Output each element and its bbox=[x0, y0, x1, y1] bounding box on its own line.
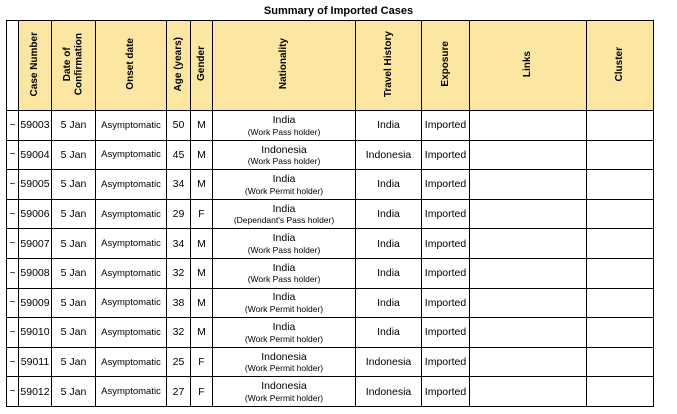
nationality-name: Indonesia bbox=[261, 380, 307, 393]
confirmation-date-cell: 5 Jan bbox=[52, 318, 96, 348]
exposure-cell: Imported bbox=[422, 258, 470, 288]
age-cell: 27 bbox=[167, 377, 191, 407]
case-number-cell: 59004 bbox=[19, 140, 52, 170]
header-blank bbox=[7, 21, 19, 111]
onset-date-cell: Asymptomatic bbox=[96, 111, 167, 141]
case-number-cell: 59007 bbox=[19, 229, 52, 259]
confirmation-date-cell: 5 Jan bbox=[52, 258, 96, 288]
age-cell: 50 bbox=[167, 111, 191, 141]
pass-type: (Work Pass holder) bbox=[247, 156, 321, 167]
gender-cell: M bbox=[191, 258, 213, 288]
gender-cell: F bbox=[191, 377, 213, 407]
onset-date-cell: Asymptomatic bbox=[96, 318, 167, 348]
row-marker: ~ bbox=[7, 111, 19, 141]
age-cell: 38 bbox=[167, 288, 191, 318]
exposure-cell: Imported bbox=[422, 140, 470, 170]
row-marker: ~ bbox=[7, 318, 19, 348]
confirmation-date-cell: 5 Jan bbox=[52, 377, 96, 407]
cluster-cell bbox=[587, 377, 654, 407]
confirmation-date-cell: 5 Jan bbox=[52, 229, 96, 259]
gender-cell: F bbox=[191, 199, 213, 229]
gender-cell: M bbox=[191, 170, 213, 200]
travel-history-cell: India bbox=[356, 318, 422, 348]
cluster-cell bbox=[587, 140, 654, 170]
row-marker: ~ bbox=[7, 258, 19, 288]
row-marker: ~ bbox=[7, 347, 19, 377]
table-row bbox=[7, 229, 654, 259]
nationality-name: India bbox=[272, 173, 296, 186]
header-travel-history: Travel History bbox=[356, 21, 422, 111]
nationality-cell bbox=[213, 347, 356, 377]
nationality-name: India bbox=[272, 291, 296, 304]
case-number-cell: 59012 bbox=[19, 377, 52, 407]
confirmation-date-cell: 5 Jan bbox=[52, 199, 96, 229]
pass-type: (Dependant's Pass holder) bbox=[233, 215, 335, 226]
case-number-cell: 59010 bbox=[19, 318, 52, 348]
row-marker: ~ bbox=[7, 229, 19, 259]
links-cell bbox=[470, 288, 587, 318]
table-body bbox=[7, 111, 654, 407]
onset-date-cell: Asymptomatic bbox=[96, 258, 167, 288]
gender-cell: M bbox=[191, 288, 213, 318]
header-onset-date: Onset date bbox=[96, 21, 167, 111]
confirmation-date-cell: 5 Jan bbox=[52, 170, 96, 200]
nationality-cell bbox=[213, 140, 356, 170]
age-cell: 34 bbox=[167, 170, 191, 200]
nationality-cell bbox=[213, 111, 356, 141]
gender-cell: M bbox=[191, 229, 213, 259]
confirmation-date-cell: 5 Jan bbox=[52, 111, 96, 141]
links-cell bbox=[470, 199, 587, 229]
cluster-cell bbox=[587, 170, 654, 200]
row-marker: ~ bbox=[7, 377, 19, 407]
gender-cell: F bbox=[191, 347, 213, 377]
row-marker: ~ bbox=[7, 199, 19, 229]
table-row bbox=[7, 347, 654, 377]
exposure-cell: Imported bbox=[422, 347, 470, 377]
pass-type: (Work Permit holder) bbox=[244, 333, 324, 344]
header-age: Age (years) bbox=[167, 21, 191, 111]
header-gender: Gender bbox=[191, 21, 213, 111]
age-cell: 32 bbox=[167, 318, 191, 348]
nationality-name: Indonesia bbox=[261, 143, 307, 156]
links-cell bbox=[470, 258, 587, 288]
table-row bbox=[7, 199, 654, 229]
onset-date-cell: Asymptomatic bbox=[96, 140, 167, 170]
exposure-cell: Imported bbox=[422, 288, 470, 318]
table-row bbox=[7, 111, 654, 141]
nationality-cell bbox=[213, 318, 356, 348]
header-cluster: Cluster bbox=[587, 21, 654, 111]
travel-history-cell: Indonesia bbox=[356, 347, 422, 377]
row-marker: ~ bbox=[7, 288, 19, 318]
cluster-cell bbox=[587, 347, 654, 377]
confirmation-date-cell: 5 Jan bbox=[52, 140, 96, 170]
nationality-name: Indonesia bbox=[261, 350, 307, 363]
table-row bbox=[7, 288, 654, 318]
links-cell bbox=[470, 377, 587, 407]
onset-date-cell: Asymptomatic bbox=[96, 170, 167, 200]
nationality-cell bbox=[213, 377, 356, 407]
gender-cell: M bbox=[191, 111, 213, 141]
header-exposure: Exposure bbox=[422, 21, 470, 111]
case-number-cell: 59008 bbox=[19, 258, 52, 288]
links-cell bbox=[470, 229, 587, 259]
case-number-cell: 59011 bbox=[19, 347, 52, 377]
nationality-name: India bbox=[272, 261, 296, 274]
pass-type: (Work Permit holder) bbox=[244, 304, 324, 315]
pass-type: (Work Pass holder) bbox=[247, 244, 321, 255]
onset-date-cell: Asymptomatic bbox=[96, 229, 167, 259]
pass-type: (Work Pass holder) bbox=[247, 126, 321, 137]
onset-date-cell: Asymptomatic bbox=[96, 199, 167, 229]
cluster-cell bbox=[587, 288, 654, 318]
travel-history-cell: Indonesia bbox=[356, 140, 422, 170]
links-cell bbox=[470, 111, 587, 141]
nationality-name: India bbox=[272, 202, 296, 215]
travel-history-cell: India bbox=[356, 170, 422, 200]
travel-history-cell: India bbox=[356, 199, 422, 229]
gender-cell: M bbox=[191, 318, 213, 348]
table-row bbox=[7, 377, 654, 407]
nationality-cell bbox=[213, 170, 356, 200]
cluster-cell bbox=[587, 258, 654, 288]
header-case-number: Case Number bbox=[19, 21, 52, 111]
travel-history-cell: Indonesia bbox=[356, 377, 422, 407]
exposure-cell: Imported bbox=[422, 377, 470, 407]
gender-cell: M bbox=[191, 140, 213, 170]
travel-history-cell: India bbox=[356, 258, 422, 288]
cluster-cell bbox=[587, 318, 654, 348]
case-number-cell: 59006 bbox=[19, 199, 52, 229]
cluster-cell bbox=[587, 229, 654, 259]
links-cell bbox=[470, 140, 587, 170]
links-cell bbox=[470, 347, 587, 377]
age-cell: 34 bbox=[167, 229, 191, 259]
travel-history-cell: India bbox=[356, 229, 422, 259]
onset-date-cell: Asymptomatic bbox=[96, 347, 167, 377]
pass-type: (Work Permit holder) bbox=[244, 363, 324, 374]
age-cell: 45 bbox=[167, 140, 191, 170]
row-marker: ~ bbox=[7, 140, 19, 170]
onset-date-cell: Asymptomatic bbox=[96, 288, 167, 318]
imported-cases-table bbox=[6, 20, 654, 407]
nationality-cell bbox=[213, 258, 356, 288]
nationality-name: India bbox=[272, 321, 296, 334]
table-row bbox=[7, 258, 654, 288]
age-cell: 32 bbox=[167, 258, 191, 288]
cluster-cell bbox=[587, 199, 654, 229]
travel-history-cell: India bbox=[356, 288, 422, 318]
header-date-confirmation: Date of Confirmation bbox=[52, 21, 96, 111]
header-nationality: Nationality bbox=[213, 21, 356, 111]
links-cell bbox=[470, 170, 587, 200]
nationality-cell bbox=[213, 229, 356, 259]
case-number-cell: 59005 bbox=[19, 170, 52, 200]
header-links: Links bbox=[470, 21, 587, 111]
table-row bbox=[7, 140, 654, 170]
confirmation-date-cell: 5 Jan bbox=[52, 288, 96, 318]
table-row bbox=[7, 318, 654, 348]
case-number-cell: 59003 bbox=[19, 111, 52, 141]
table-row bbox=[7, 170, 654, 200]
pass-type: (Work Permit holder) bbox=[244, 392, 324, 403]
nationality-name: India bbox=[272, 232, 296, 245]
age-cell: 25 bbox=[167, 347, 191, 377]
age-cell: 29 bbox=[167, 199, 191, 229]
exposure-cell: Imported bbox=[422, 229, 470, 259]
page-title: Summary of Imported Cases bbox=[263, 5, 414, 17]
exposure-cell: Imported bbox=[422, 199, 470, 229]
pass-type: (Work Pass holder) bbox=[247, 274, 321, 285]
case-number-cell: 59009 bbox=[19, 288, 52, 318]
exposure-cell: Imported bbox=[422, 111, 470, 141]
table-header bbox=[7, 21, 654, 111]
exposure-cell: Imported bbox=[422, 170, 470, 200]
onset-date-cell: Asymptomatic bbox=[96, 377, 167, 407]
cluster-cell bbox=[587, 111, 654, 141]
travel-history-cell: India bbox=[356, 111, 422, 141]
links-cell bbox=[470, 318, 587, 348]
nationality-cell bbox=[213, 199, 356, 229]
pass-type: (Work Permit holder) bbox=[244, 185, 324, 196]
row-marker: ~ bbox=[7, 170, 19, 200]
exposure-cell: Imported bbox=[422, 318, 470, 348]
nationality-cell bbox=[213, 288, 356, 318]
nationality-name: India bbox=[272, 113, 296, 126]
confirmation-date-cell: 5 Jan bbox=[52, 347, 96, 377]
